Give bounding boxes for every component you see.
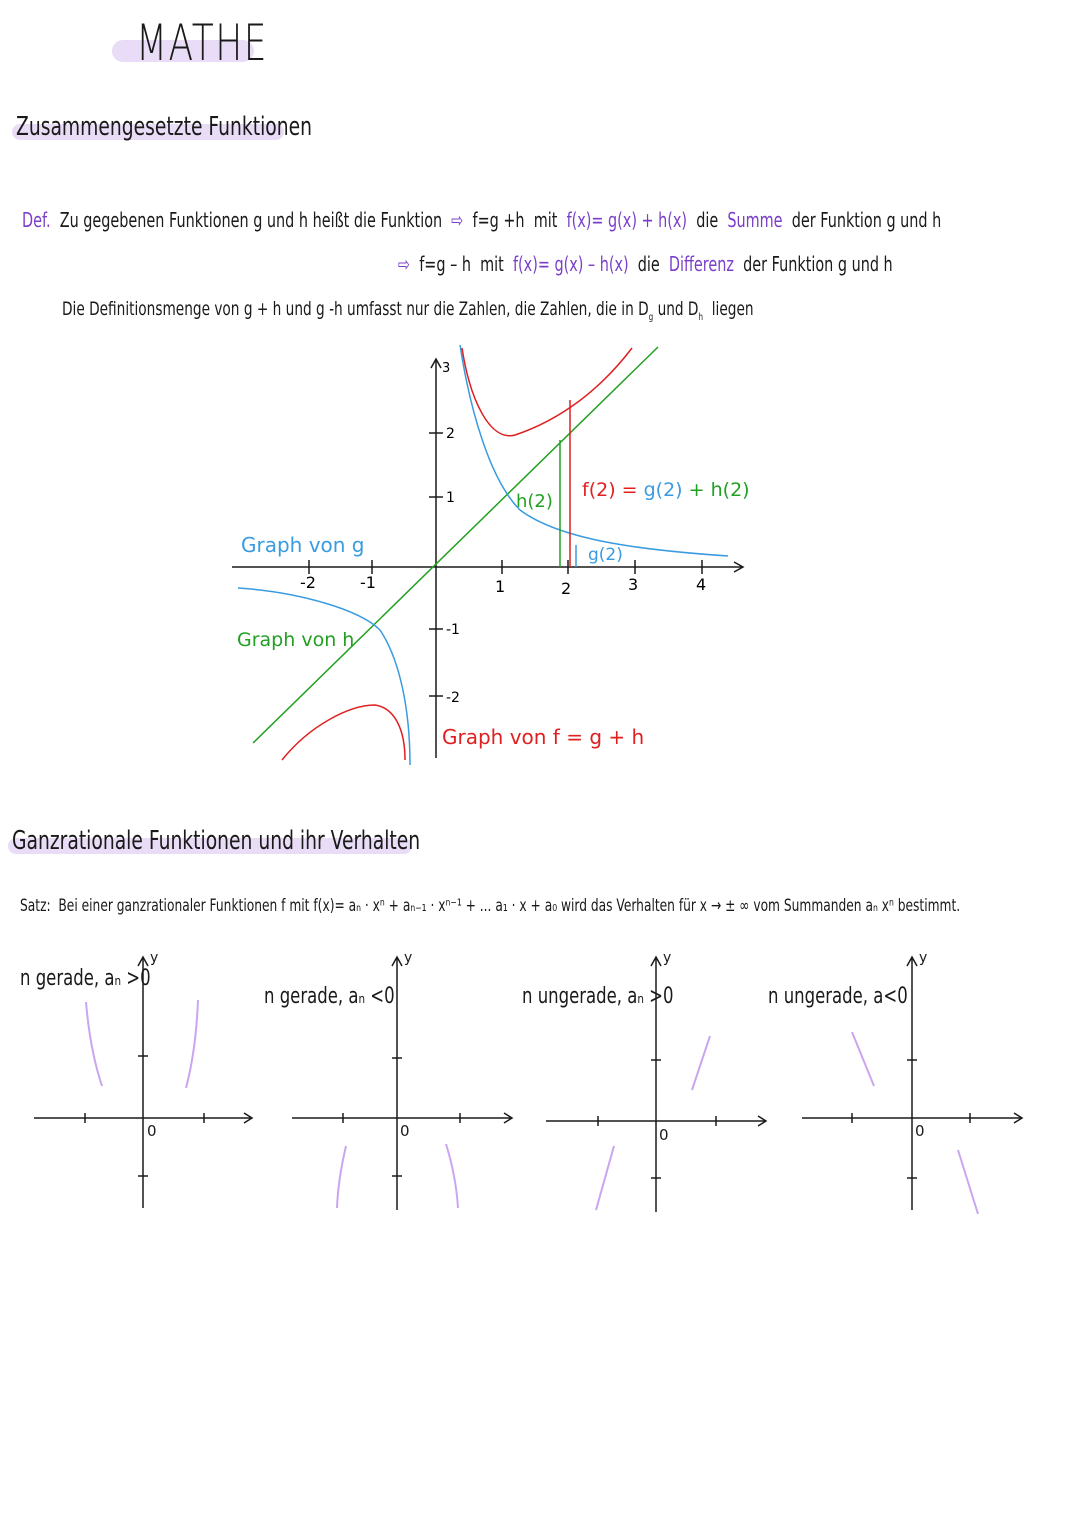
label-graph-g: Graph von g: [241, 533, 365, 557]
label-g2: g(2): [588, 545, 623, 565]
definition-line-sum: [22, 208, 941, 232]
sum-die: die: [696, 208, 719, 232]
graph-f-curve-right: [462, 348, 632, 436]
satz-text: Bei einer ganzrationaler Funktionen f mit f(x)= aₙ · xⁿ + aₙ₋₁ · xⁿ⁻¹ + ... a₁ · x + a₀ wird das Verhalten für x → ± ∞ vom Summanden aₙ xⁿ bestimmt.: [58, 896, 961, 916]
domain-sub-h: h: [698, 311, 704, 323]
end-behavior-right: [692, 1036, 710, 1090]
page-title: MATHE: [136, 14, 268, 72]
label-graph-h: Graph von h: [237, 629, 355, 651]
label-h2: h(2): [516, 491, 553, 512]
diff-die: die: [637, 252, 660, 276]
equation-f2: [582, 479, 750, 501]
sum-f: f=g +h: [472, 208, 525, 232]
eq-f2: f(2) =: [582, 479, 638, 501]
definition-line-diff: [398, 252, 893, 276]
sum-formula: f(x)= g(x) + h(x): [566, 208, 688, 232]
y-axis-label: y: [663, 950, 672, 966]
x-tick-label: 4: [696, 575, 707, 594]
y-tick-label: 1: [446, 490, 455, 506]
x-tick-label: -2: [300, 573, 316, 592]
domain-sub-g: g: [648, 311, 654, 323]
sum-function-graph: [0, 330, 1080, 810]
domain-sentence: [62, 298, 754, 323]
domain-text: Die Definitionsmenge von g + h und g -h umfasst nur die Zahlen, die Zahlen, die in D: [62, 298, 649, 320]
end-behavior-right: [958, 1150, 978, 1214]
eq-h2: h(2): [710, 479, 750, 501]
domain-und: und D: [657, 298, 699, 320]
origin-label: 0: [147, 1122, 157, 1140]
x-tick-label: 2: [561, 579, 572, 598]
y-tick-label: 2: [446, 426, 455, 442]
case-graph-3: [546, 957, 766, 1212]
end-behavior-left: [337, 1146, 346, 1208]
domain-end: liegen: [711, 298, 754, 320]
diff-word: Differenz: [668, 252, 734, 276]
diff-formula: f(x)= g(x) – h(x): [512, 252, 629, 276]
section1-heading: Zusammengesetzte Funktionen: [16, 112, 312, 142]
x-tick-label: 3: [628, 575, 639, 594]
diff-mit: mit: [480, 252, 504, 276]
diff-tail: der Funktion g und h: [743, 252, 893, 276]
graph-g-curve-right: [460, 345, 728, 556]
origin-label: 0: [400, 1122, 410, 1140]
y-tick-label: -1: [446, 622, 460, 638]
case-label-3: n ungerade, aₙ >0: [522, 984, 674, 1009]
end-behavior-left: [852, 1032, 874, 1086]
y-axis-label: y: [919, 950, 928, 966]
origin-label: 0: [915, 1122, 925, 1140]
case-graph-1: [34, 957, 252, 1208]
end-behavior-left: [86, 1002, 102, 1086]
end-behavior-right: [446, 1144, 458, 1208]
eq-g2: g(2): [643, 479, 683, 501]
sum-tail: der Funktion g und h: [791, 208, 942, 232]
case-label-1: n gerade, aₙ >0: [20, 966, 151, 991]
end-behavior-right: [186, 1000, 198, 1088]
x-tick-label: -1: [360, 573, 376, 592]
label-graph-f: Graph von f = g + h: [442, 725, 645, 749]
case-graph-2: [292, 957, 512, 1210]
case-graph-4: [802, 957, 1022, 1210]
def-text: Zu gegebenen Funktionen g und h heißt die Funktion: [59, 208, 443, 232]
def-prefix: Def.: [22, 208, 51, 232]
y-axis-label: y: [150, 950, 159, 966]
graph-f-curve-left: [282, 705, 405, 760]
diff-f: f=g – h: [419, 252, 471, 276]
end-behavior-graphs: [0, 940, 1080, 1220]
end-behavior-left: [596, 1146, 614, 1210]
x-tick-label: 1: [495, 577, 506, 596]
satz-prefix: Satz:: [20, 896, 51, 916]
theorem-line: [20, 896, 960, 916]
arrow-icon: ⇨: [451, 208, 464, 232]
y-axis-label: y: [404, 950, 413, 966]
sum-word: Summe: [727, 208, 783, 232]
y-tick-label: 3: [442, 361, 451, 376]
arrow-icon-2: ⇨: [398, 252, 411, 276]
y-tick-label: -2: [446, 690, 460, 706]
origin-label: 0: [659, 1126, 669, 1144]
case-label-4: n ungerade, a<0: [768, 984, 908, 1009]
case-label-2: n gerade, aₙ <0: [264, 984, 395, 1009]
section2-heading: Ganzrationale Funktionen und ihr Verhalten: [12, 826, 421, 856]
sum-mit: mit: [533, 208, 558, 232]
eq-plus: +: [688, 479, 705, 501]
